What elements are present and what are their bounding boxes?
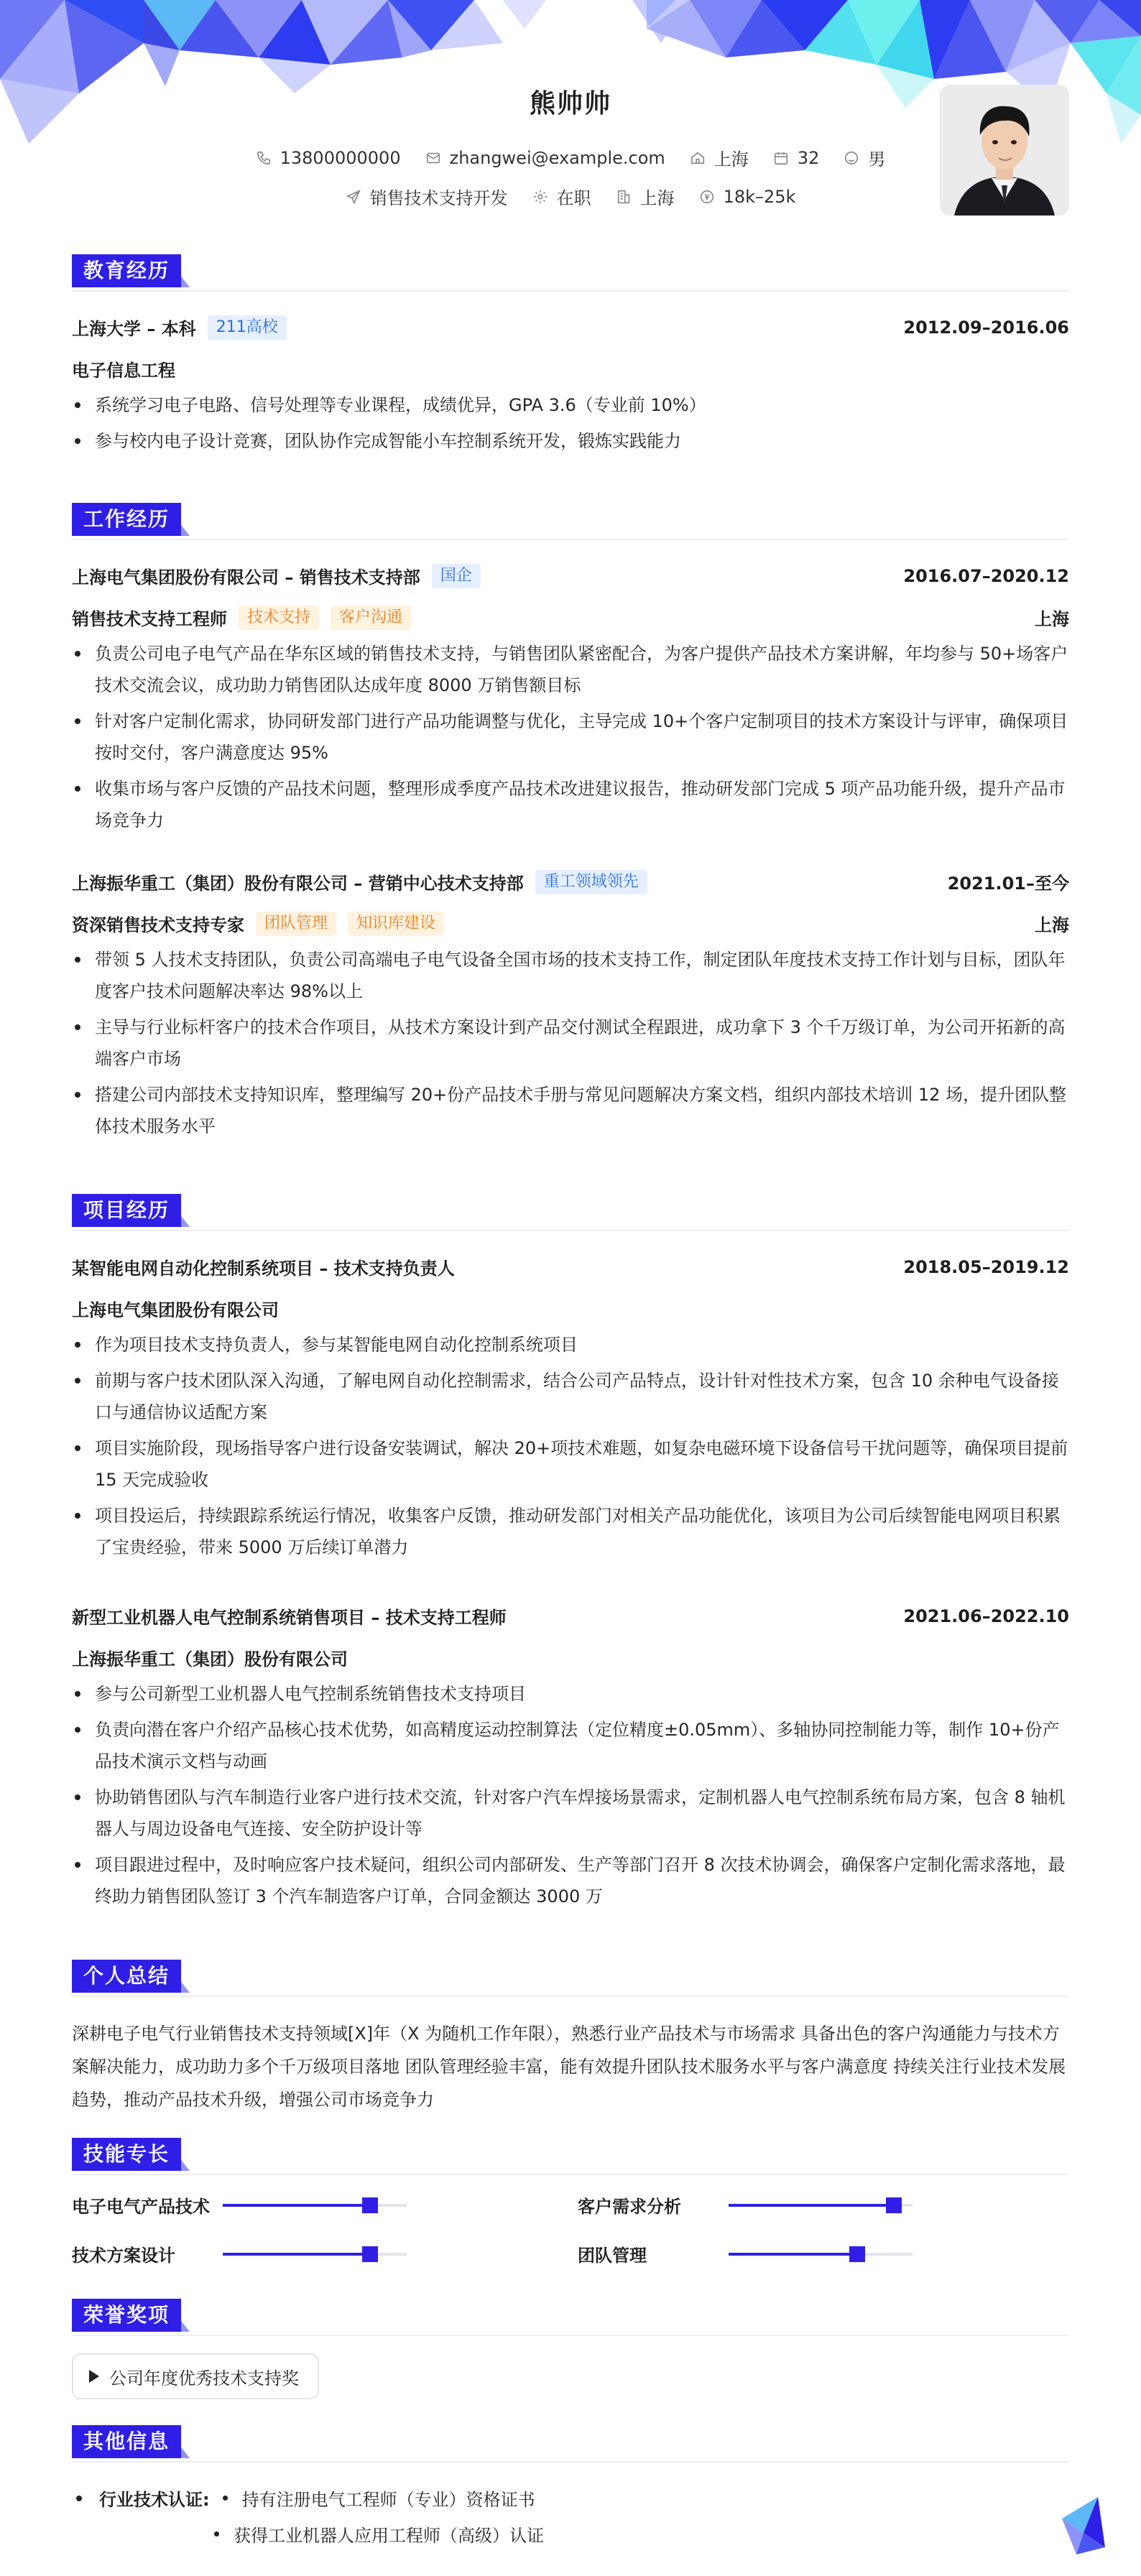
list-item: 针对客户定制化需求，协同研发部门进行产品功能调整与优化，主导完成 10+个客户定制项目的技术方案设计与评审，确保项目按时交付，客户满意度达 95%: [72, 705, 1069, 769]
project-company: 上海振华重工（集团）股份有限公司: [72, 1649, 348, 1669]
job-intent-row: [72, 184, 1069, 209]
certification-item: 获得工业机器人应用工程师（高级）认证: [234, 2526, 544, 2546]
calendar-icon: [773, 150, 789, 166]
company-tag: 重工领域领先: [535, 870, 647, 894]
certification-item: 持有注册电气工程师（专业）资格证书: [241, 2490, 535, 2510]
play-triangle-icon: [89, 2370, 99, 2383]
section-divider: [72, 539, 1069, 540]
list-item: 参与公司新型工业机器人电气控制系统销售技术支持项目: [72, 1678, 1069, 1710]
other-section: [72, 2425, 1069, 2546]
skill-name: 团队管理: [578, 2246, 647, 2266]
project-bullets: [72, 1678, 1069, 1917]
skill-item: [578, 2192, 913, 2218]
school-tag: 211高校: [208, 315, 287, 340]
company-row: [72, 563, 1069, 588]
list-item: 带领 5 人技术支持团队，负责公司高端电子电气设备全国市场的技术支持工作，制定团队年度技术支持工作计划与目标，团队年度客户技术问题解决率达 98%以上: [72, 944, 1069, 1007]
email-info: [425, 148, 665, 168]
send-icon: [346, 189, 361, 205]
project-company: 上海电气集团股份有限公司: [72, 1300, 279, 1320]
project-title-row: [72, 1254, 1069, 1279]
section-divider: [72, 2335, 1069, 2336]
project-section-title: [72, 1194, 1069, 1227]
list-item: 参与校内电子设计竞赛，团队协作完成智能小车控制系统开发，锻炼实践能力: [72, 425, 1069, 457]
skill-level-marker: [849, 2246, 865, 2262]
section-divider: [72, 1996, 1069, 1997]
skill-item: [72, 2192, 407, 2218]
skill-bar: [729, 2204, 913, 2207]
role-name: 销售技术支持工程师: [72, 609, 227, 629]
skill-name: 客户需求分析: [578, 2197, 681, 2217]
location-text: 上海: [713, 149, 749, 170]
education-period: 2012.09–2016.06: [903, 317, 1069, 338]
education-bullets: [72, 389, 1069, 461]
skills-section-title: [72, 2138, 1069, 2171]
education-section-title: [72, 254, 1069, 287]
role-tag: 知识库建设: [348, 912, 444, 936]
list-item: 搭建公司内部技术支持知识库，整理编写 20+份产品技术手册与常见问题解决方案文档，组织内部技术培训 12 场，提升团队整体技术服务水平: [72, 1079, 1069, 1142]
summary-section: [72, 1960, 1069, 2110]
work-period: 2021.01–至今: [947, 874, 1069, 894]
list-item: 前期与客户技术团队深入沟通，了解电网自动化控制需求，结合公司产品特点，设计针对性技术方案，包含 10 余种电气设备接口与通信协议适配方案: [72, 1365, 1069, 1428]
person-icon: [844, 150, 859, 166]
company-name: 上海电气集团股份有限公司 – 销售技术支持部: [72, 567, 420, 588]
status-info: [532, 184, 591, 209]
location-info: [690, 145, 749, 170]
email-icon: [425, 150, 441, 166]
project-bullets: [72, 1329, 1069, 1567]
company-row: [72, 869, 1069, 894]
home-icon: [690, 150, 706, 166]
work-city: 上海: [1035, 609, 1069, 629]
list-item: 负责向潜在客户介绍产品核心技术优势，如高精度运动控制算法（定位精度±0.05mm）、多轴协同控制能力等，制作 10+份产品技术演示文档与动画: [72, 1714, 1069, 1777]
list-item: 负责公司电子电气产品在华东区域的销售技术支持，与销售团队紧密配合，为客户提供产品技术方案讲解，年均参与 50+场客户技术交流会议，成功助力销售团队达成年度 8000 万销售额目标: [72, 638, 1069, 701]
section-title-label: 其他信息: [72, 2425, 181, 2458]
skill-item: [72, 2241, 407, 2266]
skill-level-marker: [362, 2197, 378, 2213]
section-title-label: 项目经历: [72, 1194, 181, 1227]
work-bullets: [72, 944, 1069, 1146]
list-item: 项目实施阶段，现场指导客户进行设备安装调试，解决 20+项技术难题，如复杂电磁环境下设备信号干扰问题等，确保项目提前 15 天完成验收: [72, 1432, 1069, 1496]
skills-section: [72, 2138, 1069, 2266]
project-title: 新型工业机器人电气控制系统销售项目 – 技术支持工程师: [72, 1608, 507, 1628]
section-divider: [72, 290, 1069, 292]
awards-section-title: [72, 2299, 1069, 2332]
building-icon: [616, 189, 632, 205]
resume-header: [72, 0, 1069, 237]
project-company-row: [72, 1645, 1069, 1670]
target-city-text: 上海: [639, 188, 675, 208]
age-info: [773, 148, 820, 168]
awards-section: [72, 2299, 1069, 2389]
bullet-dot: [214, 2531, 219, 2536]
work-section-title: [72, 503, 1069, 536]
age-text: 32: [797, 147, 820, 168]
education-section: [72, 254, 1069, 451]
list-item: 协助销售团队与汽车制造行业客户进行技术交流，针对客户汽车焊接场景需求，定制机器人电气控制系统布局方案，包含 8 轴机器人与周边设备电气连接、安全防护设计等: [72, 1782, 1069, 1845]
award-name: 公司年度优秀技术支持奖: [109, 2368, 299, 2389]
profile-photo: [940, 85, 1069, 216]
phone-icon: [256, 150, 272, 166]
status-text: 在职: [556, 188, 591, 208]
summary-text: 深耕电子电气行业销售技术支持领域[X]年（X 为随机工作年限），熟悉行业产品技术与市场需求 具备出色的客户沟通能力与技术方案解决能力，成功助力多个千万级项目落地 团队管理经验丰富，能有效提升团队技术服务水平与客户满意度 持续关注行业技术发展趋势，推动产品技术升级，增强公司市场竞争力: [72, 2024, 1066, 2110]
section-title-label: 工作经历: [72, 503, 181, 536]
phone-text: 13800000000: [280, 147, 401, 168]
summary-section-title: [72, 1960, 1069, 1993]
award-item: [72, 2353, 319, 2399]
section-title-label: 技能专长: [72, 2138, 181, 2171]
list-item: 项目投运后，持续跟踪系统运行情况，收集客户反馈，推动研发部门对相关产品功能优化，该项目为公司后续智能电网项目积累了宝贵经验，带来 5000 万后续订单潜力: [72, 1500, 1069, 1563]
gender-info: [844, 145, 885, 170]
skill-level-marker: [362, 2246, 378, 2262]
skill-bar: [223, 2204, 407, 2207]
project-period: 2021.06–2022.10: [903, 1606, 1069, 1626]
education-header-row: [72, 315, 1069, 340]
section-divider: [72, 2461, 1069, 2463]
contact-row: [72, 145, 1069, 170]
section-title-label: 教育经历: [72, 254, 181, 287]
list-item: 主导与行业标杆客户的技术合作项目，从技术方案设计到产品交付测试全程跟进，成功拿下 3 个千万级订单，为公司开拓新的高端客户市场: [72, 1011, 1069, 1075]
section-title-label: 个人总结: [72, 1960, 181, 1993]
school-name: 上海大学 – 本科: [72, 319, 196, 339]
gender-text: 男: [868, 149, 886, 170]
role-row: [72, 911, 1069, 936]
work-bullets: [72, 638, 1069, 840]
project-title: 某智能电网自动化控制系统项目 – 技术支持负责人: [72, 1259, 455, 1279]
list-item: 系统学习电子电路、信号处理等专业课程，成绩优异，GPA 3.6（专业前 10%）: [72, 389, 1069, 421]
section-divider: [72, 2174, 1069, 2175]
role-tag: 团队管理: [256, 912, 336, 936]
section-title-label: 荣誉奖项: [72, 2299, 181, 2332]
certification-label: 行业技术认证:: [99, 2490, 210, 2510]
list-item: 项目跟进过程中，及时响应客户技术疑问，组织公司内部研发、生产等部门召开 8 次技术协调会，确保客户定制化需求落地，最终助力销售团队签订 3 个汽车制造客户订单，合同金额达 3000 万: [72, 1849, 1069, 1912]
corner-triangle-decoration: [1055, 2497, 1112, 2554]
skill-name: 技术方案设计: [72, 2246, 175, 2266]
target-city-info: [616, 184, 675, 209]
target-job-text: 销售技术支持开发: [369, 188, 508, 208]
project-company-row: [72, 1296, 1069, 1321]
section-divider: [72, 1230, 1069, 1231]
bullet-dot: [223, 2496, 228, 2501]
list-item: 收集市场与客户反馈的产品技术问题，整理形成季度产品技术改进建议报告，推动研发部门完成 5 项产品功能升级，提升产品市场竞争力: [72, 773, 1069, 836]
work-section: [72, 503, 1069, 1136]
target-job-info: [346, 184, 508, 209]
salary-info: [699, 187, 796, 207]
list-item: 作为项目技术支持负责人，参与某智能电网自动化控制系统项目: [72, 1329, 1069, 1361]
skill-bar: [223, 2253, 407, 2256]
major-row: [72, 356, 1069, 381]
skill-level-marker: [886, 2197, 902, 2213]
project-period: 2018.05–2019.12: [903, 1256, 1069, 1277]
role-tag: 客户沟通: [331, 606, 411, 630]
coin-icon: [699, 189, 715, 205]
phone-info: [256, 148, 401, 168]
work-city: 上海: [1035, 915, 1069, 935]
role-row: [72, 605, 1069, 630]
candidate-name: 熊帅帅: [529, 89, 611, 119]
skill-bar: [729, 2253, 913, 2256]
project-section: [72, 1194, 1069, 1906]
company-name: 上海振华重工（集团）股份有限公司 – 营销中心技术支持部: [72, 874, 524, 894]
major-name: 电子信息工程: [72, 361, 175, 381]
email-text: zhangwei@example.com: [449, 147, 665, 168]
skill-item: [578, 2241, 913, 2266]
company-tag: 国企: [432, 564, 481, 588]
salary-text: 18k–25k: [723, 186, 796, 207]
bullet-dot: [76, 2496, 82, 2501]
resume-page: [72, 0, 1069, 2546]
role-name: 资深销售技术支持专家: [72, 915, 244, 935]
gear-icon: [532, 189, 548, 205]
other-section-title: [72, 2425, 1069, 2458]
role-tag: 技术支持: [239, 606, 319, 630]
skill-name: 电子电气产品技术: [72, 2197, 210, 2217]
project-title-row: [72, 1603, 1069, 1628]
work-period: 2016.07–2020.12: [903, 565, 1069, 586]
